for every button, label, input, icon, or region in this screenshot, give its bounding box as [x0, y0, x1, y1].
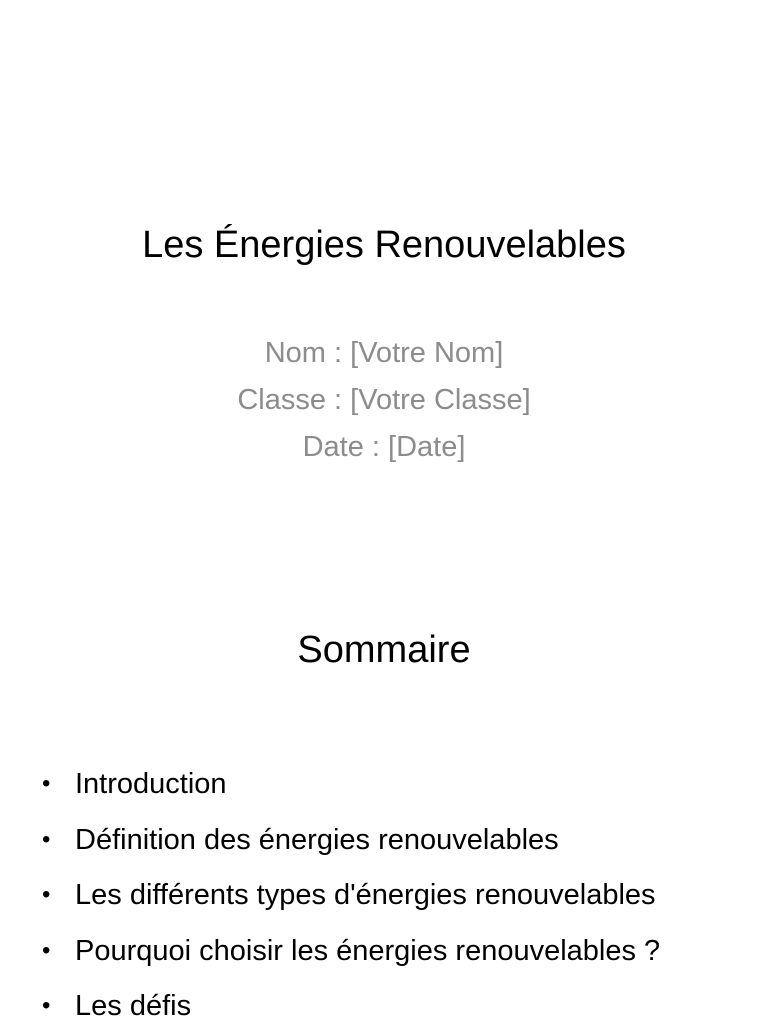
bullet-icon: • — [42, 992, 51, 1019]
toc-item-definition — [42, 821, 762, 877]
table-of-contents-slide — [0, 540, 768, 1024]
subtitle-class: Classe : [Votre Classe] — [237, 384, 531, 416]
bullet-icon: • — [42, 770, 51, 797]
toc-title: Sommaire — [297, 629, 471, 671]
subtitle-block — [0, 334, 768, 475]
toc-item-label: Définition des énergies renouvelables — [75, 823, 559, 856]
bullet-icon: • — [42, 936, 51, 964]
toc-item-label: Introduction — [75, 768, 227, 800]
toc-item-types — [42, 876, 762, 932]
toc-item-why — [42, 932, 762, 988]
toc-item-label: Pourquoi choisir les énergies renouvelables ? — [75, 934, 661, 967]
toc-item-label: Les défis — [75, 990, 192, 1022]
subtitle-date: Date : [Date] — [302, 431, 466, 463]
toc-item-challenges — [42, 987, 762, 1024]
toc-item-label: Les différents types d'énergies renouvelables — [75, 879, 656, 911]
bullet-icon: • — [42, 825, 51, 853]
toc-list — [42, 765, 762, 1024]
bullet-icon: • — [42, 881, 51, 908]
toc-item-introduction — [42, 765, 762, 821]
subtitle-name: Nom : [Votre Nom] — [264, 337, 504, 369]
presentation-title: Les Énergies Renouvelables — [142, 224, 626, 266]
